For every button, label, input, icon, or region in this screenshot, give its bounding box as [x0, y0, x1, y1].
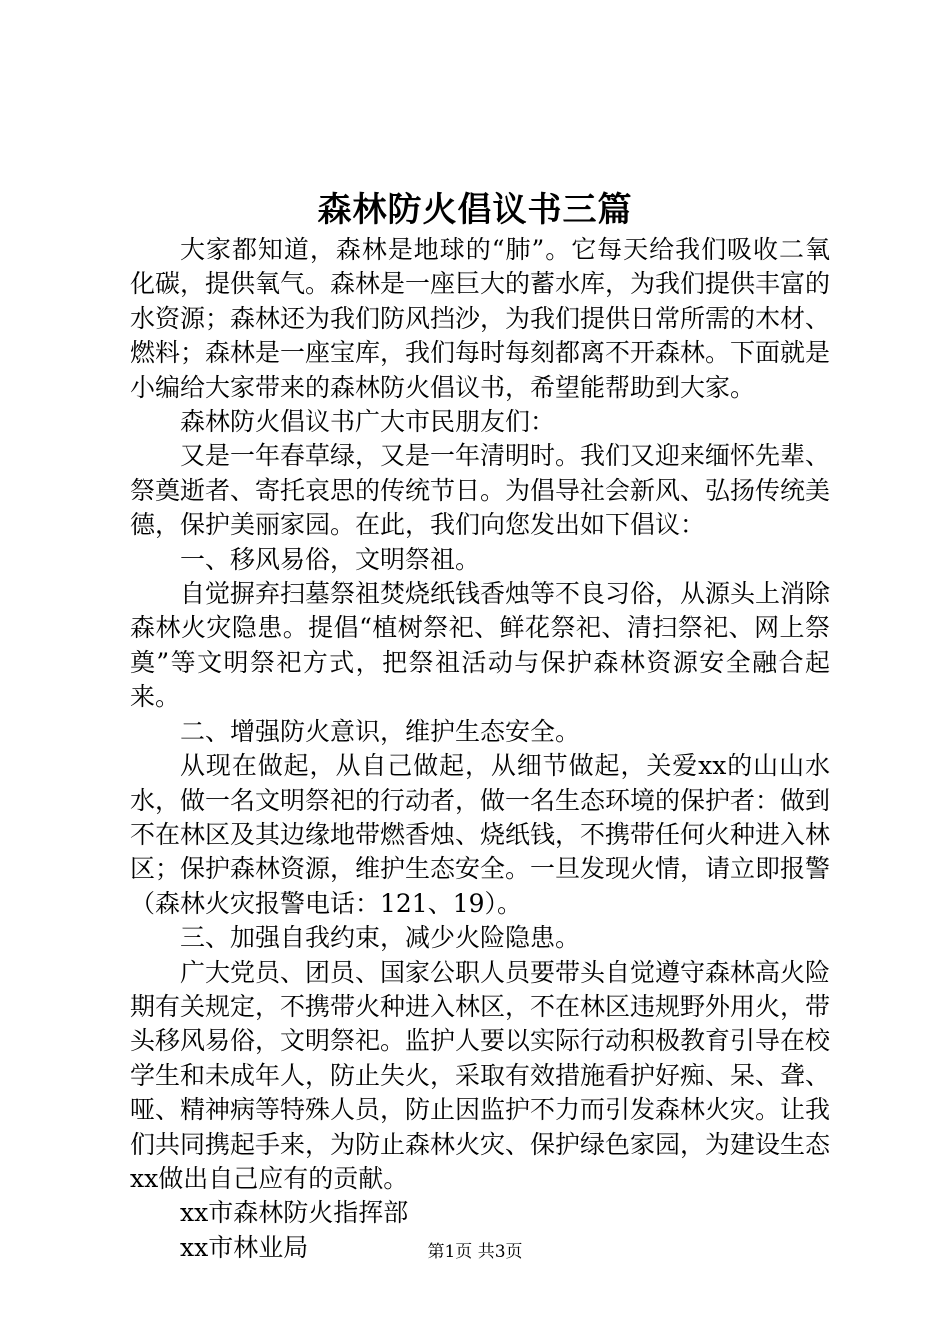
- paragraph-item-2: 从现在做起，从自己做起，从细节做起，关爱xx的山山水水，做一名文明祭祀的行动者，做一名生态环境的保护者：做到不在林区及其边缘地带燃香烛、烧纸钱，不携带任何火种进入林区；保护森林资源，维护生态安全。一旦发现火情，请立即报警（森林火灾报警电话：121、19）。: [130, 751, 831, 918]
- document-body: [130, 233, 830, 1265]
- paragraph-salutation: 森林防火倡议书广大市民朋友们：: [180, 407, 556, 437]
- page-footer: 第1页 共3页: [427, 1242, 523, 1262]
- paragraph-item-3: 广大党员、团员、国家公职人员要带头自觉遵守森林高火险期有关规定，不携带火种进入林区，不在林区违规野外用火，带头移风易俗，文明祭祀。监护人要以实际行动积极教育引导在校学生和未成年人，防止失火，采取有效措施看护好痴、呆、聋、哑、精神病等特殊人员，防止因监护不力而引发森林火灾。让我们共同携起手来，为防止森林火灾、保护绿色家园，为建设生态xx做出自己应有的贡献。: [130, 957, 831, 1193]
- paragraph-item-1: 自觉摒弃扫墓祭祖焚烧纸钱香烛等不良习俗，从源头上消除森林火灾隐患。提倡“植树祭祀、鲜花祭祀、清扫祭祀、网上祭奠”等文明祭祀方式，把祭祖活动与保护森林资源安全融合起来。: [130, 579, 831, 712]
- heading-item-1: 一、移风易俗，文明祭祖。: [180, 544, 481, 574]
- paragraph-intro: 大家都知道，森林是地球的“肺”。它每天给我们吸收二氧化碳，提供氧气。森林是一座巨大的蓄水库，为我们提供丰富的水资源；森林还为我们防风挡沙，为我们提供日常所需的木材、燃料；森林是一座宝库，我们每时每刻都离不开森林。下面就是小编给大家带来的森林防火倡议书，希望能帮助到大家。: [130, 235, 831, 402]
- signature-line: xx市林业局: [180, 1232, 309, 1262]
- heading-item-2: 二、增强防火意识，维护生态安全。: [180, 716, 581, 746]
- heading-item-3: 三、加强自我约束，减少火险隐患。: [180, 923, 581, 953]
- paragraph-preface: 又是一年春草绿，又是一年清明时。我们又迎来缅怀先辈、祭奠逝者、寄托哀思的传统节日。为倡导社会新风、弘扬传统美德，保护美丽家园。在此，我们向您发出如下倡议：: [130, 441, 831, 540]
- signature-line: xx市森林防火指挥部: [180, 1198, 409, 1228]
- document-title: 森林防火倡议书三篇: [317, 190, 633, 230]
